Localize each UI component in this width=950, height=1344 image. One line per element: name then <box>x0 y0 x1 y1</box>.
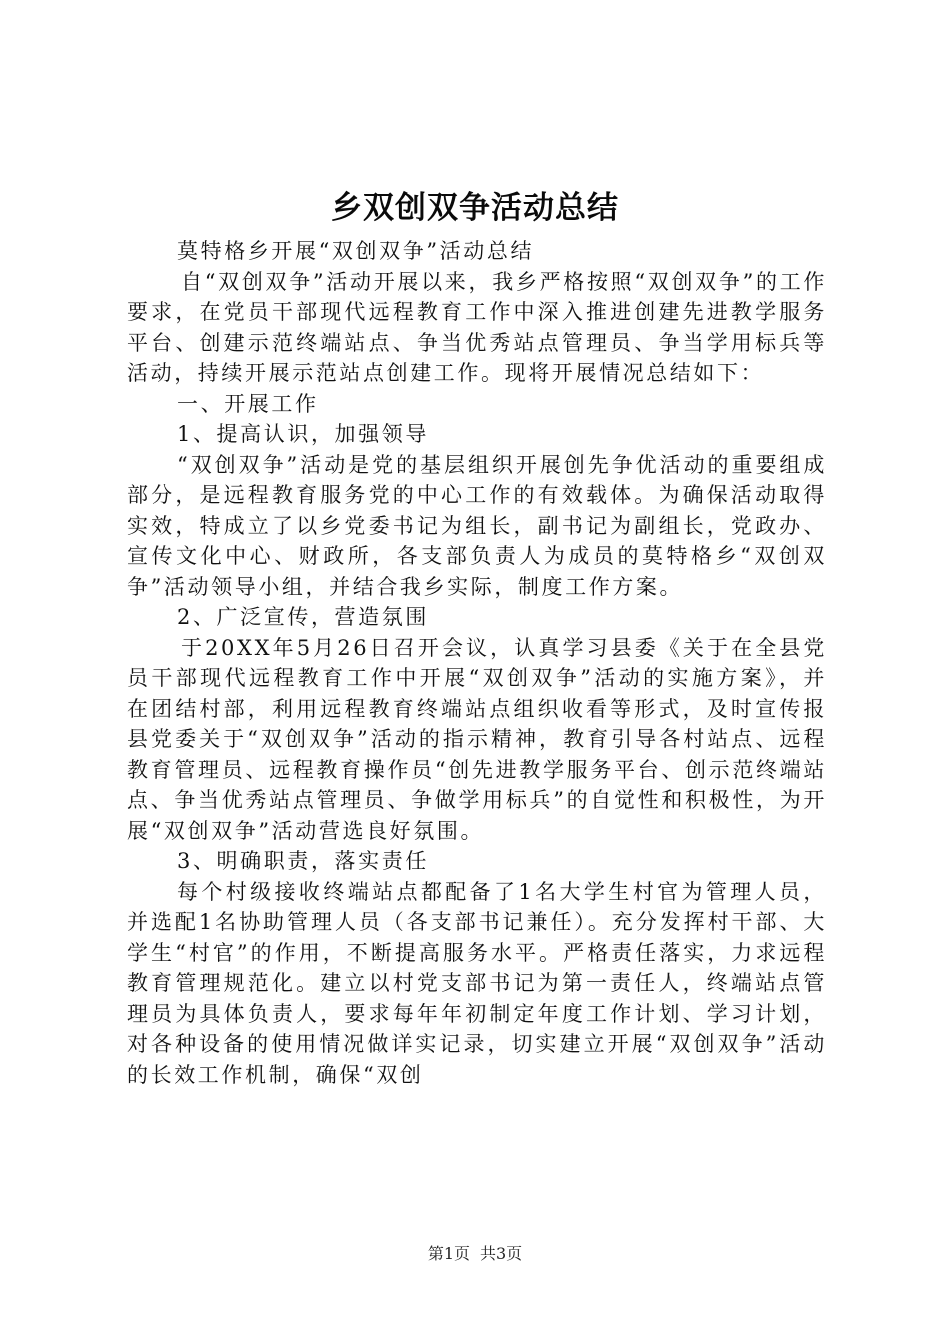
document-body <box>127 236 827 1090</box>
body-paragraph-2: 于20XX年5月26日召开会议，认真学习县委《关于在全县党员干部现代远程教育工作中开展“双创双争”活动的实施方案》，并在团结村部，利用远程教育终端站点组织收看等形式，及时宣传报县党委关于“双创双争”活动的指示精神，教育引导各村站点、远程教育管理员、远程教育操作员“创先进教学服务平台、创示范终端站点、争当优秀站点管理员、争做学用标兵”的自觉性和积极性，为开展“双创双争”活动营选良好氛围。 <box>127 635 827 843</box>
document-title: 乡双创双争活动总结 <box>331 190 619 226</box>
page-footer <box>0 1244 950 1264</box>
body-paragraph-3: 每个村级接收终端站点都配备了1名大学生村官为管理人员，并选配1名协助管理人员（各支部书记兼任）。充分发挥村干部、大学生“村官”的作用，不断提高服务水平。严格责任落实，力求远程教育管理规范化。建立以村党支部书记为第一责任人，终端站点管理员为具体负责人，要求每年年初制定年度工作计划、学习计划，对各种设备的使用情况做详实记录，切实建立开展“双创双争”活动的长效工作机制，确保“双创 <box>127 879 828 1087</box>
section-heading: 一、开展工作 <box>177 391 319 416</box>
subsection-heading-1: 1、提高认识，加强领导 <box>177 422 429 446</box>
body-paragraph-1: “双创双争”活动是党的基层组织开展创先争优活动的重要组成部分，是远程教育服务党的中心工作的有效载体。为确保活动取得实效，特成立了以乡党委书记为组长，副书记为副组长，党政办、宣传文化中心、财政所，各支部负责人为成员的莫特格乡“双创双争”活动领导小组，并结合我乡实际，制度工作方案。 <box>127 452 827 599</box>
subsection-heading-3: 3、明确职责，落实责任 <box>177 849 429 873</box>
subsection-heading-2: 2、广泛宣传，营造氛围 <box>177 605 429 629</box>
subtitle-paragraph: 莫特格乡开展“双创双争”活动总结 <box>177 239 535 263</box>
page-total: 共3页 <box>480 1244 523 1263</box>
intro-paragraph: 自“双创双争”活动开展以来，我乡严格按照“双创双争”的工作要求，在党员干部现代远程教育工作中深入推进创建先进教学服务平台、创建示范终端站点、争当优秀站点管理员、争当学用标兵等活动，持续开展示范站点创建工作。现将开展情况总结如下： <box>127 269 827 385</box>
page-number: 第1页 <box>427 1244 470 1263</box>
